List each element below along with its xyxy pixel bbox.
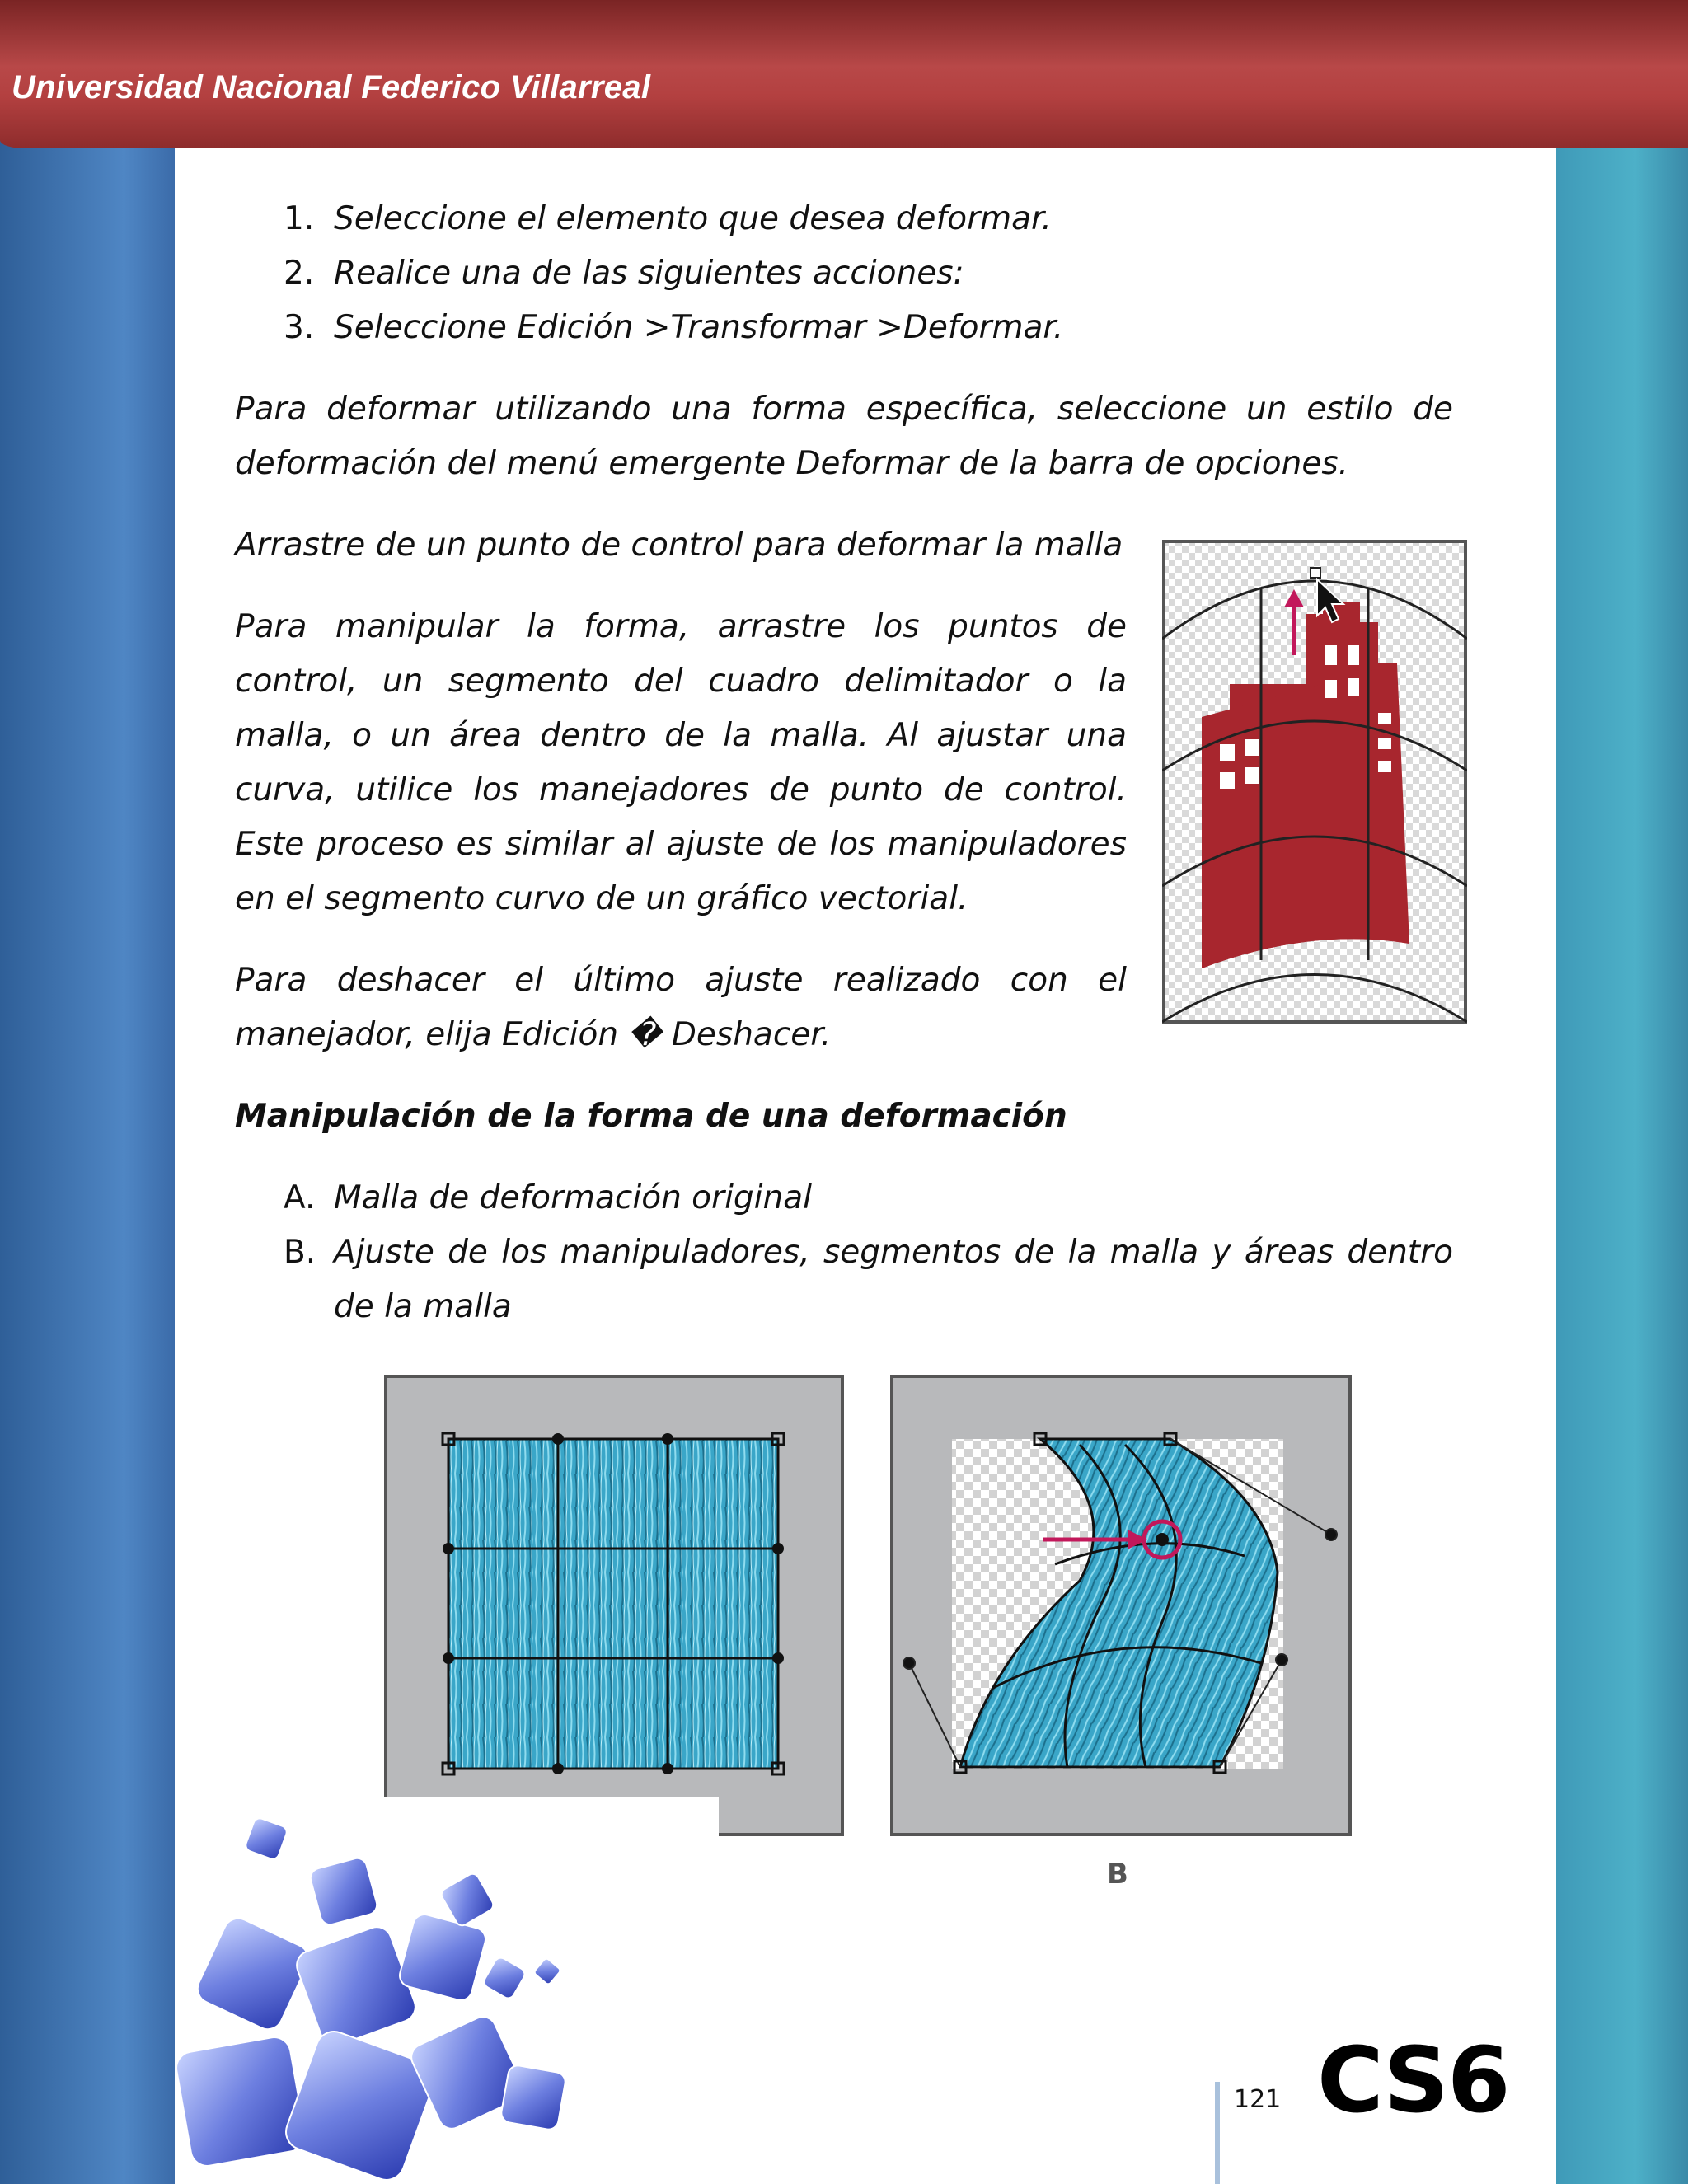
step-text: Realice una de las siguientes acciones: <box>334 255 964 292</box>
step-text: Seleccione Edición >Transformar >Deformar. <box>334 309 1064 346</box>
figure-b-adjusted-mesh <box>890 1375 1352 1836</box>
step-number: 3. <box>284 309 315 346</box>
building-body <box>1202 663 1409 968</box>
paragraph-specific-shape: Para deformar utilizando una forma específica, seleccione un estilo de deformación del menú emergente Deformar de la barra de opciones. <box>235 391 1453 482</box>
figure-list-text: Malla de deformación original <box>334 1179 812 1216</box>
step-number: 1. <box>284 200 315 237</box>
step-number: 2. <box>284 255 315 292</box>
figure-b-label: B <box>1107 1858 1128 1891</box>
warp-building-figure <box>1162 540 1467 1024</box>
figure-list-letter: B. <box>284 1234 316 1271</box>
paragraph-drag-point: Arrastre de un punto de control para deformar la malla <box>235 527 1123 564</box>
left-blue-band <box>0 0 177 2184</box>
paragraph-manipulate: Para manipular la forma, arrastre los puntos de control, un segmento del cuadro delimitador o la malla, o un área dentro de la malla. Al ajustar una curva, utilice los manejadores de punto de control. Este proceso es similar al ajuste de los manipuladores en el segmento curvo de un gráfico vectorial. <box>235 608 1127 917</box>
footer-divider <box>1215 2082 1220 2184</box>
page-header <box>0 0 1688 148</box>
figure-list-text: Ajuste de los manipuladores, segmentos de la malla y áreas dentro de la malla <box>334 1234 1453 1325</box>
institution-title: Universidad Nacional Federico Villarreal <box>12 69 651 105</box>
page-number: 121 <box>1234 2085 1282 2114</box>
right-teal-band <box>1556 0 1688 2184</box>
figure-a-original-mesh <box>384 1375 844 1836</box>
decorative-cubes-graphic <box>175 1797 719 2184</box>
texture-square <box>448 1439 778 1769</box>
paragraph-undo: Para deshacer el último ajuste realizado con el manejador, elija Edición � Deshacer. <box>235 962 1127 1053</box>
cs6-brand: CS6 <box>1317 2027 1509 2133</box>
mesh-point <box>1156 1533 1169 1546</box>
step-text: Seleccione el elemento que desea deformar. <box>334 200 1052 237</box>
section-heading: Manipulación de la forma de una deformación <box>235 1098 1067 1135</box>
figure-list-letter: A. <box>284 1179 316 1216</box>
control-point-handle <box>1311 568 1320 578</box>
